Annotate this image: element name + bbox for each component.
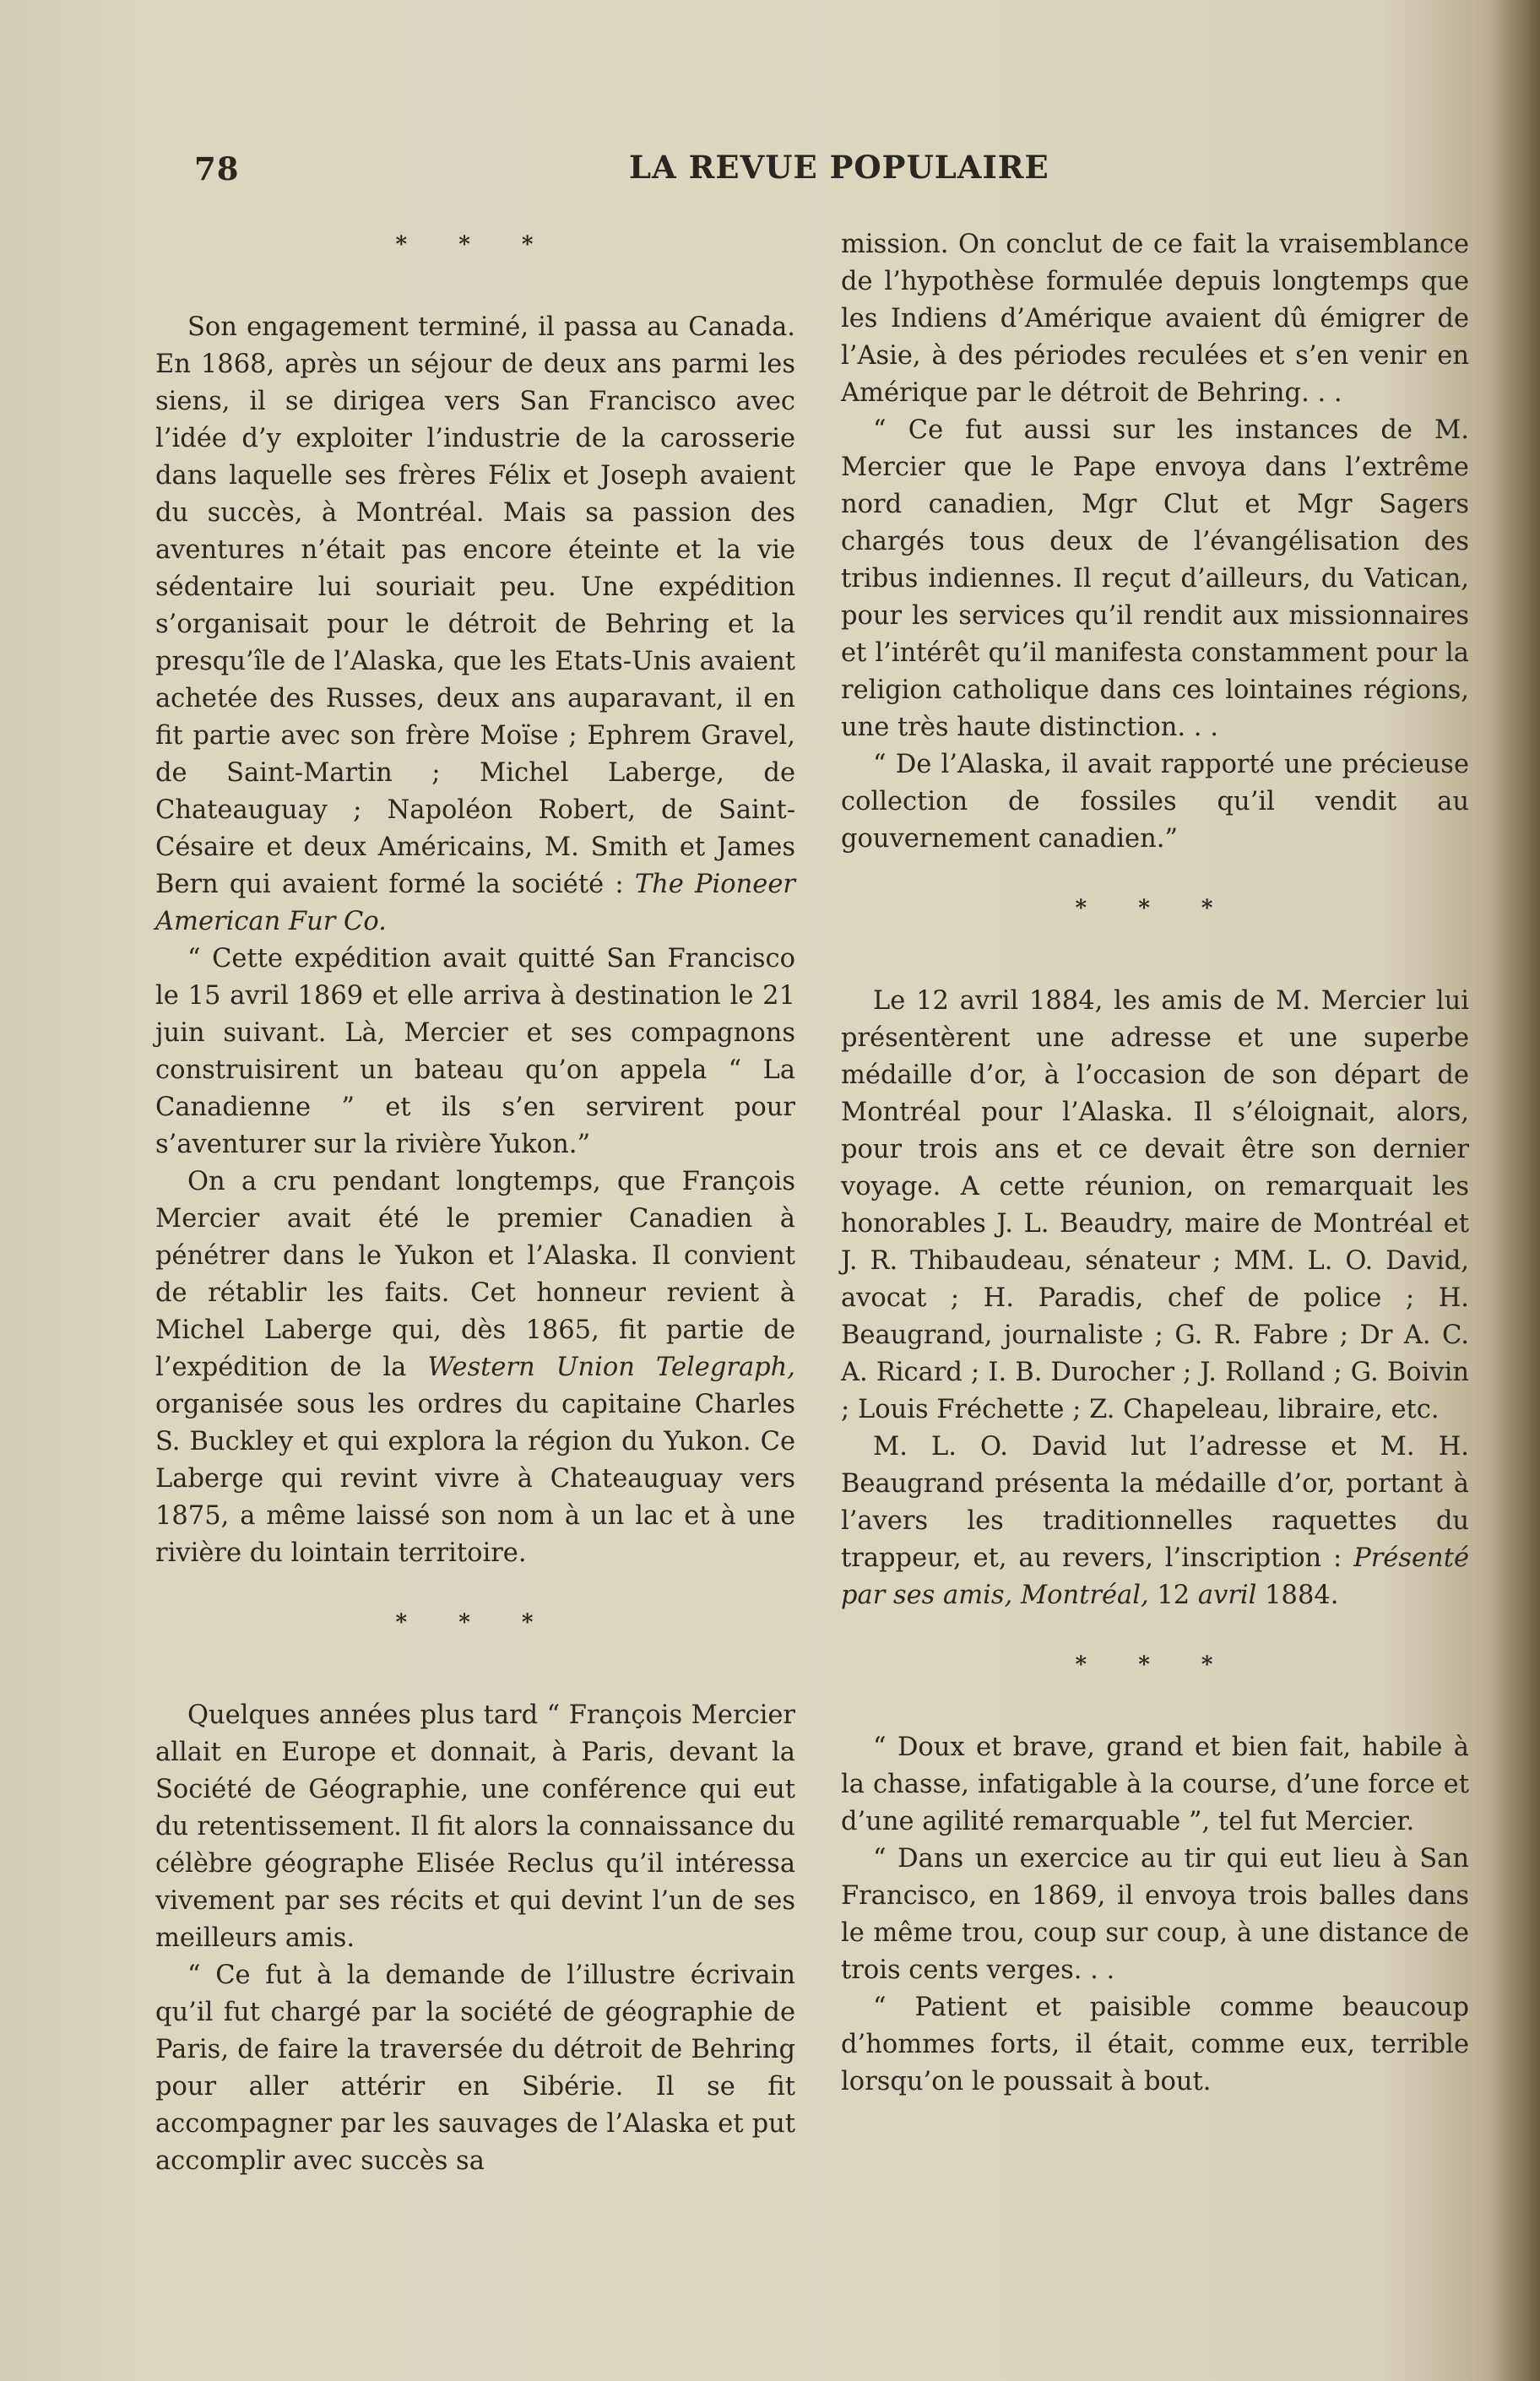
- medal-inscription: Présenté par ses amis, Montréal,: [841, 1543, 1470, 1610]
- paragraph: Quelques années plus tard “ François Mercier allait en Europe et donnait, à Paris, devant la Société de Géographie, une conférence qui eut du retentissement. Il fit alors la connaissance du célèbre géographe Elisée Reclus qu’il intéressa vivement par ses récits et qui devint l’un de ses meilleurs amis.: [155, 1700, 795, 1953]
- journal-title: LA REVUE POPULAIRE: [629, 149, 1049, 186]
- paragraph-text: On a cru pendant longtemps, que François Mercier avait été le premier Canadien à pénétrer dans le Yukon et l’Alaska. Il convient de rétablir les faits. Cet honneur revient à Michel Laberge qui, dès 1865, fit partie de l’expédition de la: [155, 1167, 795, 1382]
- paragraph: “ De l’Alaska, il avait rapporté une précieuse collection de fossiles qu’il vendit au gouvernement canadien.”: [841, 750, 1469, 854]
- paragraph-text: M. L. O. David lut l’adresse et M. H. Beaugrand présenta la médaille d’or, portant à l’avers les traditionnelles raquettes du trappeur, et, au revers, l’inscription :: [841, 1432, 1469, 1573]
- paragraph: Le 12 avril 1884, les amis de M. Mercier lui présentèrent une adresse et une superbe médaille d’or, à l’occasion de son départ de Montréal pour l’Alaska. Il s’éloignait, alors, pour trois ans et ce devait être son dernier voyage. A cette réunion, on remarquait les honorables J. L. Beaudry, maire de Montréal et J. R. Thibaudeau, sénateur ; MM. L. O. David, avocat ; H. Paradis, chef de police ; H. Beaugrand, journaliste ; G. R. Fabre ; Dr A. C. A. Ricard ; I. B. Durocher ; J. Rolland ; G. Boivin ; Louis Fréchette ; Z. Chapeleau, libraire, etc.: [841, 986, 1469, 1424]
- paragraph: “ Ce fut aussi sur les instances de M. Mercier que le Pape envoya dans l’extrême nord canadien, Mgr Clut et Mgr Sagers chargés tous deux de l’évangélisation des tribus indiennes. Il reçut d’ailleurs, du Vatican, pour les services qu’il rendit aux missionnaires et l’intérêt qu’il manifesta constamment pour la religion catholique dans ces lointaines régions, une très haute distinction. . .: [841, 415, 1469, 742]
- paragraph: “ Cette expédition avait quitté San Francisco le 15 avril 1869 et elle arriva à destination le 21 juin suivant. Là, Mercier et ses compagnons construisirent un bateau qu’on appela “ La Canadienne ” et ils s’en servirent pour s’aventurer sur la rivière Yukon.”: [155, 944, 795, 1159]
- page-number: 78: [194, 150, 240, 187]
- paragraph-text: 12: [1157, 1581, 1190, 1610]
- section-separator: * * *: [1075, 896, 1235, 921]
- section-separator: * * *: [1075, 1652, 1235, 1678]
- paragraph-text: Son engagement terminé, il passa au Canada. En 1868, après un séjour de deux ans parmi les siens, il se dirigea vers San Francisco avec l’idée d’y exploiter l’industrie de la carosserie dans laquelle ses frères Félix et Joseph avaient du succès, à Montréal. Mais sa passion des aventures n’était pas encore éteinte et la vie sédentaire lui souriait peu. Une expédition s’organisait pour le détroit de Behring et la presqu’île de l’Alaska, que les Etats-Unis avaient achetée des Russes, deux ans auparavant, il en fit partie avec son frère Moïse ; Ephrem Gravel, de Saint-Martin ; Michel Laberge, de Chateauguay ; Napoléon Robert, de Saint-Césaire et deux Américains, M. Smith et James Bern qui avaient formé la société :: [155, 312, 795, 899]
- expedition-name: Western Union Telegraph,: [427, 1353, 795, 1382]
- paragraph-text: organisée sous les ordres du capitaine Charles S. Buckley et qui explora la région du Yukon. Ce Laberge qui revint vivre à Chateauguay vers 1875, a même laissé son nom à un lac et à une rivière du lointain territoire.: [155, 1390, 795, 1568]
- left-column: [155, 226, 795, 2180]
- medal-inscription-month: avril: [1197, 1581, 1257, 1610]
- paragraph: “ Dans un exercice au tir qui eut lieu à San Francisco, en 1869, il envoya trois balles dans le même trou, coup sur coup, à une distance de trois cents verges. . .: [841, 1844, 1469, 1985]
- right-column: [841, 226, 1469, 2101]
- section-separator: * * *: [395, 232, 556, 258]
- company-name: The Pioneer American Fur Co.: [155, 870, 795, 936]
- paragraph: [155, 309, 795, 941]
- section-separator: * * *: [395, 1610, 556, 1635]
- paragraph: “ Patient et paisible comme beaucoup d’hommes forts, il était, comme eux, terrible lorsqu’on le poussait à bout.: [841, 1993, 1469, 2096]
- page-edge-shadow: [1489, 0, 1540, 2381]
- paragraph-text: 1884.: [1265, 1581, 1339, 1610]
- paragraph: mission. On conclut de ce fait la vraisemblance de l’hypothèse formulée depuis longtemps que les Indiens d’Amérique avaient dû émigrer de l’Asie, à des périodes reculées et s’en venir en Amérique par le détroit de Behring. . .: [841, 230, 1469, 408]
- paragraph: “ Ce fut à la demande de l’illustre écrivain qu’il fut chargé par la société de géographie de Paris, de faire la traversée du détroit de Behring pour aller attérir en Sibérie. Il se fit accompagner par les sauvages de l’Alaska et put accomplir avec succès sa: [155, 1961, 795, 2176]
- paragraph: [841, 1429, 1469, 1614]
- paragraph: “ Doux et brave, grand et bien fait, habile à la chasse, infatigable à la course, d’une force et d’une agilité remarquable ”, tel fut Mercier.: [841, 1733, 1469, 1836]
- paragraph: [155, 1163, 795, 1572]
